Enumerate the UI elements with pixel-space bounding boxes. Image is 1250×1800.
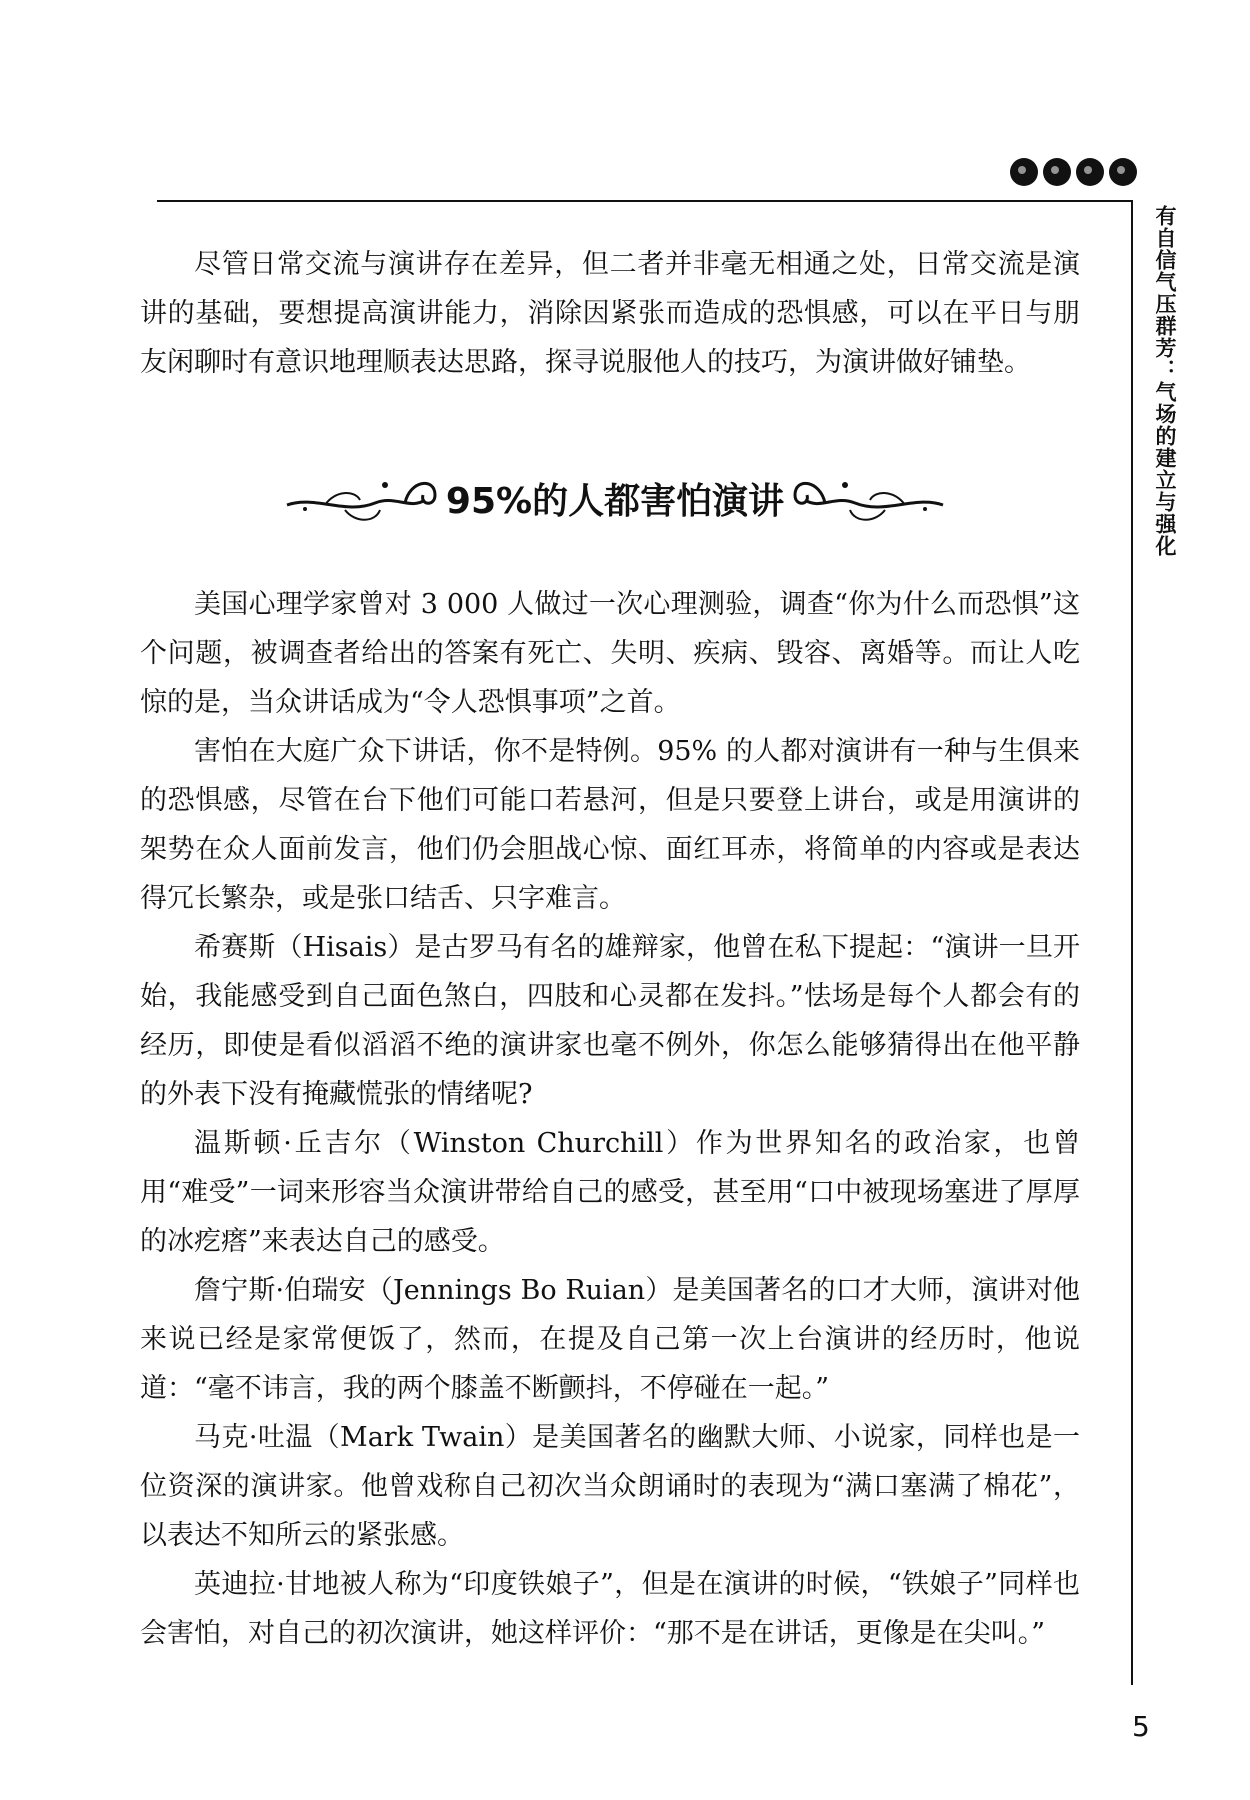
dot-icon [1109, 158, 1137, 186]
header-dots [1010, 158, 1137, 186]
paragraph: 温斯顿·丘吉尔（Winston Churchill）作为世界知名的政治家，也曾用“难受”一词来形容当众演讲带给自己的感受，甚至用“口中被现场塞进了厚厚的冰疙瘩”来表达自己的感受。 [140, 1128, 1080, 1257]
paragraph: 希赛斯（Hisais）是古罗马有名的雄辩家，他曾在私下提起：“演讲一旦开始，我能感受到自己面色煞白，四肢和心灵都在发抖。”怯场是每个人都会有的经历，即使是看似滔滔不绝的演讲家也毫不例外，你怎么能够猜得出在他平静的外表下没有掩藏慌张的情绪呢? [140, 932, 1080, 1110]
dot-icon [1043, 158, 1071, 186]
section-heading-block [285, 455, 945, 545]
paragraph: 詹宁斯·伯瑞安（Jennings Bo Ruian）是美国著名的口才大师，演讲对他来说已经是家常便饭了，然而，在提及自己第一次上台演讲的经历时，他说道：“毫不讳言，我的两个膝盖不断颤抖，不停碰在一起。” [140, 1275, 1080, 1404]
dot-icon [1010, 158, 1038, 186]
paragraph: 英迪拉·甘地被人称为“印度铁娘子”，但是在演讲的时候，“铁娘子”同样也会害怕，对自己的初次演讲，她这样评价：“那不是在讲话，更像是在尖叫。” [140, 1569, 1080, 1649]
paragraph: 美国心理学家曾对 3 000 人做过一次心理测验，调查“你为什么而恐惧”这个问题，被调查者给出的答案有死亡、失明、疾病、毁容、离婚等。而让人吃惊的是，当众讲话成为“令人恐惧事项”之首。 [140, 589, 1080, 718]
paragraph: 害怕在大庭广众下讲话，你不是特例。95% 的人都对演讲有一种与生俱来的恐惧感，尽管在台下他们可能口若悬河，但是只要登上讲台，或是用演讲的架势在众人面前发言，他们仍会胆战心惊、面红耳赤，将简单的内容或是表达得冗长繁杂，或是张口结舌、只字难言。 [140, 736, 1080, 914]
body-text [140, 580, 1080, 1658]
page-number: 5 [1132, 1710, 1150, 1743]
intro-paragraph: 尽管日常交流与演讲存在差异，但二者并非毫无相通之处，日常交流是演讲的基础，要想提高演讲能力，消除因紧张而造成的恐惧感，可以在平日与朋友闲聊时有意识地理顺表达思路，探寻说服他人的技巧，为演讲做好铺垫。 [140, 249, 1080, 378]
dot-icon [1076, 158, 1104, 186]
section-heading: 95%的人都害怕演讲 [445, 481, 785, 522]
right-ornament-icon [785, 465, 945, 535]
side-rule [1131, 200, 1133, 1685]
top-rule [157, 200, 1132, 202]
intro-block [140, 240, 1080, 387]
running-head: 有自信气压群芳：气场的建立与强化 [1153, 205, 1178, 557]
paragraph: 马克·吐温（Mark Twain）是美国著名的幽默大师、小说家，同样也是一位资深的演讲家。他曾戏称自己初次当众朗诵时的表现为“满口塞满了棉花”，以表达不知所云的紧张感。 [140, 1422, 1080, 1551]
